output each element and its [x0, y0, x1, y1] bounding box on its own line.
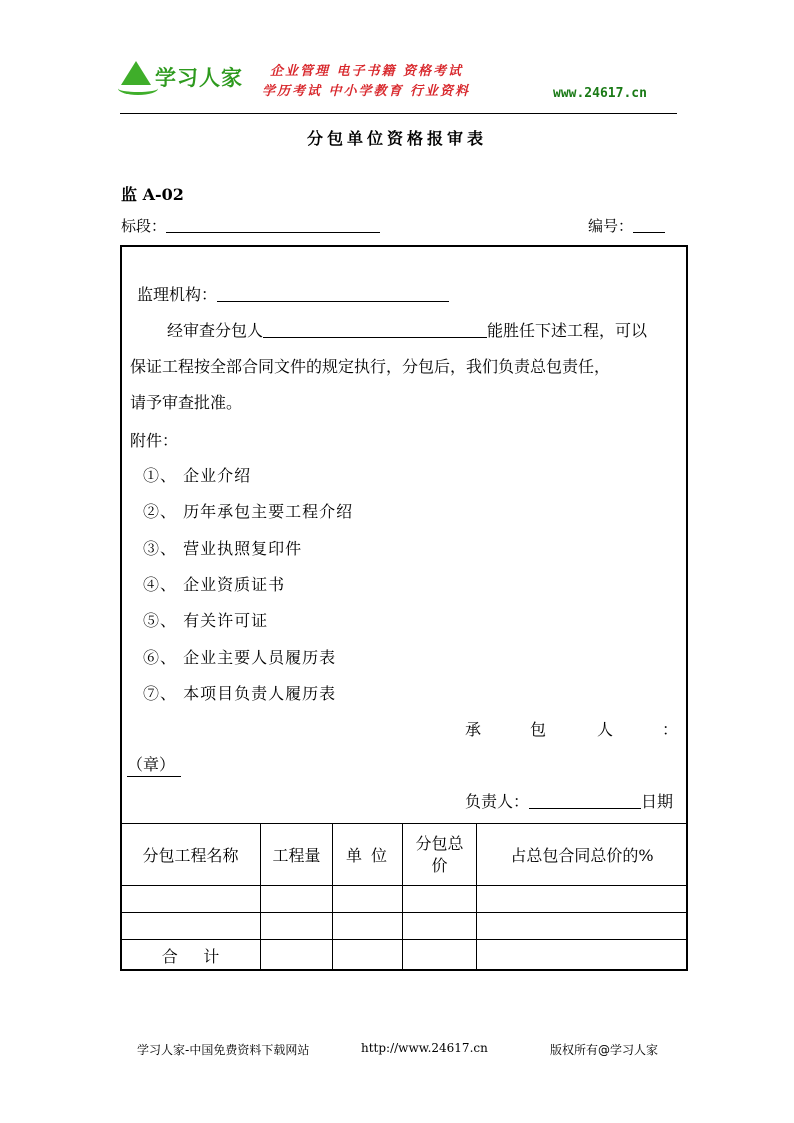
attachment-item: ②、 历年承包主要工程介绍: [143, 502, 354, 521]
table-total-row: [121, 940, 688, 971]
supervisor-label: 监理机构：: [137, 285, 218, 304]
table-cell[interactable]: [333, 913, 403, 940]
table-cell[interactable]: [477, 940, 688, 971]
subcontract-table: [120, 823, 688, 971]
attachment-item: ⑤、 有关许可证: [143, 611, 269, 630]
table-cell[interactable]: [261, 886, 333, 913]
supervisor-blank[interactable]: [217, 287, 449, 302]
person-field: [465, 789, 673, 812]
table-header-cell: [403, 824, 477, 886]
table-cell[interactable]: [333, 940, 403, 971]
table-cell[interactable]: [261, 940, 333, 971]
table-cell[interactable]: [403, 940, 477, 971]
logo-text: 学习人家: [155, 66, 243, 90]
table-cell[interactable]: [261, 913, 333, 940]
supervisor-field: [137, 282, 449, 305]
contractor-label-char: ：: [662, 720, 679, 739]
footer-copyright: 版权所有@学习人家: [550, 1043, 659, 1057]
slogan-line-1: 企业管理 电子书籍 资格考试: [270, 64, 464, 79]
table-cell[interactable]: [403, 913, 477, 940]
attachment-item: ③、 营业执照复印件: [143, 539, 303, 558]
header-4-line-2: 价: [431, 855, 448, 875]
attachment-item: ⑦、 本项目负责人履历表: [143, 684, 337, 703]
table-cell[interactable]: [121, 913, 261, 940]
header-4-line-1: 分包总: [415, 833, 464, 853]
total-label: 合 计: [121, 940, 261, 971]
attachment-item: ④、 企业资质证书: [143, 575, 286, 594]
table-cell[interactable]: [333, 886, 403, 913]
para1-start: 经审查分包人: [167, 321, 264, 340]
footer-left: 学习人家-中国免费资料下载网站: [137, 1043, 310, 1057]
person-blank[interactable]: [529, 794, 641, 809]
number-blank[interactable]: [633, 218, 665, 233]
paragraph-line-3: 请予审查批准。: [130, 393, 243, 412]
number-label: 编号：: [588, 217, 634, 235]
section-field: [121, 215, 380, 236]
table-cell[interactable]: [121, 886, 261, 913]
paragraph-line-1: [167, 318, 647, 341]
table-header-cell: 工程量: [261, 824, 333, 886]
table-header-cell: 分包工程名称: [121, 824, 261, 886]
form-code: 监 A-02: [121, 185, 184, 204]
table-header-cell: 单 位: [333, 824, 403, 886]
table-cell[interactable]: [403, 886, 477, 913]
number-field: [588, 215, 665, 236]
paragraph-line-2: 保证工程按全部合同文件的规定执行，分包后，我们负责总包责任，: [130, 357, 611, 376]
attachments-label: 附件：: [130, 431, 179, 450]
table-cell[interactable]: [477, 886, 688, 913]
slogan-line-2: 学历考试 中小学教育 行业资料: [262, 84, 471, 99]
site-url[interactable]: www.24617.cn: [553, 86, 647, 101]
document-title: 分包单位资格报审表: [306, 129, 487, 148]
date-label: 日期: [641, 792, 674, 811]
seal-label: （章）: [127, 752, 181, 777]
header-divider: [120, 113, 677, 114]
section-blank[interactable]: [166, 218, 380, 233]
footer-url[interactable]: http://www.24617.cn: [361, 1041, 488, 1055]
logo-swoosh-icon: [118, 82, 158, 95]
subcontractor-blank[interactable]: [263, 323, 487, 338]
table-header-row: [121, 824, 688, 886]
table-header-cell: 占总包合同总价的%: [477, 824, 688, 886]
person-label: 负责人：: [465, 792, 530, 811]
para1-end: 能胜任下述工程，可以: [487, 321, 648, 340]
table-row: [121, 886, 688, 913]
contractor-label-char: 包: [530, 720, 547, 739]
contractor-label-char: 人: [597, 720, 614, 739]
attachment-item: ⑥、 企业主要人员履历表: [143, 648, 337, 667]
table-row: [121, 913, 688, 940]
section-label: 标段：: [121, 217, 167, 235]
attachment-item: ①、 企业介绍: [143, 466, 252, 485]
contractor-label-char: 承: [465, 720, 482, 739]
table-cell[interactable]: [477, 913, 688, 940]
